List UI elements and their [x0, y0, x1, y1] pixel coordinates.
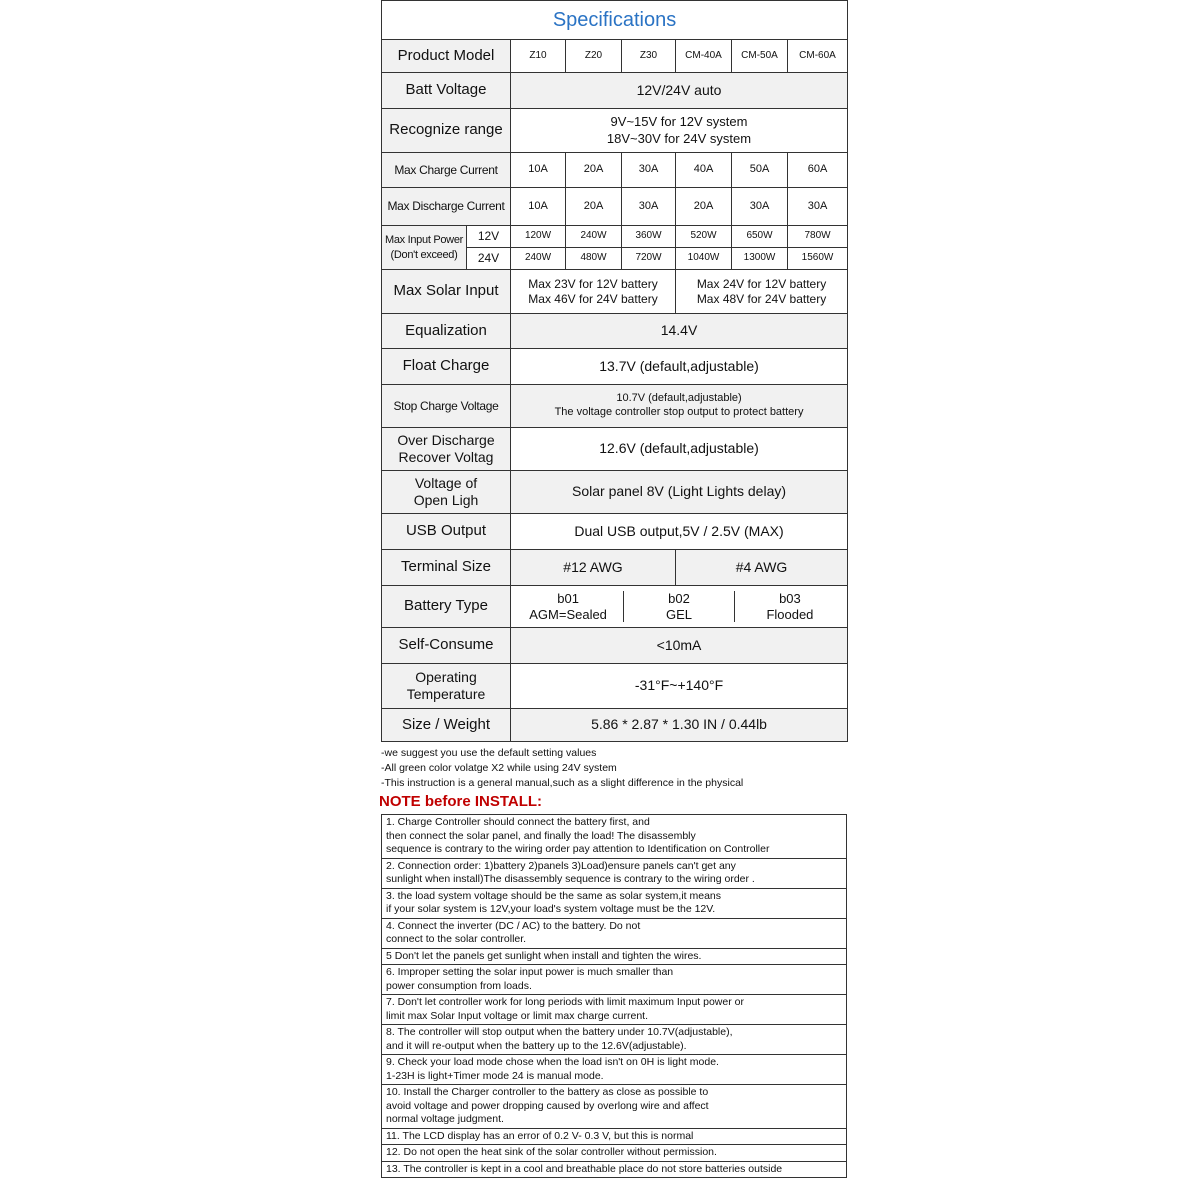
input-power-value: 1300W — [732, 248, 788, 270]
solar-input-24v: Max 46V for 24V battery — [528, 291, 658, 306]
row-max-solar-input — [382, 270, 848, 314]
install-note-row — [382, 995, 847, 1025]
equalization-label: Equalization — [382, 314, 511, 349]
max-discharge-current-label: Max Discharge Current — [382, 188, 511, 226]
model-name: CM-40A — [676, 40, 732, 73]
input-power-value: 480W — [566, 248, 622, 270]
row-float-charge — [382, 349, 848, 385]
install-note-row — [382, 1161, 847, 1178]
row-equalization — [382, 314, 848, 349]
install-note — [382, 1085, 847, 1129]
discharge-current-value: 20A — [566, 188, 622, 226]
input-power-value: 780W — [788, 226, 848, 248]
input-power-value: 1560W — [788, 248, 848, 270]
install-note-line: sunlight when install)The disassembly sequence is contrary to the wiring order . — [386, 873, 755, 885]
input-power-value: 120W — [511, 226, 566, 248]
row-max-input-power-12v — [382, 226, 848, 248]
over-discharge-label — [382, 428, 511, 471]
row-product-model — [382, 40, 848, 73]
install-note-line: power consumption from loads. — [386, 979, 532, 992]
over-discharge-value: 12.6V (default,adjustable) — [511, 428, 848, 471]
install-note-line: 11. The LCD display has an error of 0.2 V- 0.3 V, but this is normal — [386, 1129, 694, 1142]
install-note-row — [382, 1055, 847, 1085]
operating-temperature-label-line2: Temperature — [406, 686, 486, 702]
stop-charge-label: Stop Charge Voltage — [382, 385, 511, 428]
install-note-line: 9. Check your load mode chose when the load isn't on 0H is light mode. — [386, 1056, 719, 1068]
input-voltage-24v: 24V — [467, 248, 511, 270]
recognize-range-value — [511, 109, 848, 153]
install-note — [382, 1161, 847, 1178]
footnote: -All green color volatge X2 while using 24V system — [381, 762, 617, 774]
size-weight-label: Size / Weight — [382, 709, 511, 742]
operating-temperature-label-line1: Operating — [415, 668, 477, 685]
battery-type-table — [513, 591, 845, 622]
recognize-range-12v: 9V~15V for 12V system — [610, 114, 748, 130]
max-solar-input-label: Max Solar Input — [382, 270, 511, 314]
charge-current-value: 60A — [788, 153, 848, 188]
discharge-current-value: 30A — [788, 188, 848, 226]
battery-option-b01 — [513, 591, 624, 622]
max-input-power-title: Max Input Power — [384, 234, 464, 247]
charge-current-value: 10A — [511, 153, 566, 188]
discharge-current-value: 10A — [511, 188, 566, 226]
install-note — [382, 1025, 847, 1055]
operating-temperature-label — [382, 664, 511, 709]
row-max-charge-current — [382, 153, 848, 188]
install-note-line: 4. Connect the inverter (DC / AC) to the battery. Do not — [386, 919, 641, 932]
install-note-line: 13. The controller is kept in a cool and breathable place do not store batteries outside — [386, 1162, 783, 1175]
batt-voltage-value: 12V/24V auto — [511, 73, 848, 109]
input-power-value: 650W — [732, 226, 788, 248]
stop-charge-value — [511, 385, 848, 428]
row-self-consume — [382, 628, 848, 664]
install-note — [382, 858, 847, 888]
install-note-row — [382, 1145, 847, 1162]
model-name: CM-50A — [732, 40, 788, 73]
install-note-row — [382, 918, 847, 948]
install-note-row — [382, 965, 847, 995]
install-note-row — [382, 1128, 847, 1145]
battery-name: GEL — [666, 606, 693, 622]
float-charge-value: 13.7V (default,adjustable) — [511, 349, 848, 385]
charge-current-value: 30A — [622, 153, 676, 188]
specification-sheet — [381, 0, 847, 1178]
equalization-value: 14.4V — [511, 314, 848, 349]
recognize-range-24v: 18V~30V for 24V system — [606, 130, 752, 146]
model-name: Z20 — [566, 40, 622, 73]
install-note-line: 5 Don't let the panels get sunlight when install and tighten the wires. — [386, 949, 702, 962]
battery-option-b03 — [734, 591, 845, 622]
battery-code: b02 — [668, 590, 690, 606]
usb-output-label: USB Output — [382, 514, 511, 550]
input-power-value: 360W — [622, 226, 676, 248]
row-operating-temperature — [382, 664, 848, 709]
install-note-line: 8. The controller will stop output when the battery under 10.7V(adjustable), — [386, 1026, 733, 1038]
install-note — [382, 1145, 847, 1162]
install-note-row — [382, 948, 847, 965]
solar-input-12v: Max 23V for 12V battery — [528, 276, 658, 291]
solar-input-24v: Max 48V for 24V battery — [696, 291, 827, 306]
install-note-line: normal voltage judgment. — [386, 1113, 504, 1125]
install-note — [382, 1128, 847, 1145]
stop-charge-voltage: 10.7V (default,adjustable) — [616, 392, 742, 405]
input-power-value: 520W — [676, 226, 732, 248]
operating-temperature-value: -31°F~+140°F — [511, 664, 848, 709]
self-consume-value: <10mA — [511, 628, 848, 664]
open-light-label-line1: Voltage of — [414, 474, 478, 491]
install-note-line: 12. Do not open the heat sink of the solar controller without permission. — [386, 1146, 717, 1158]
solar-input-12v: Max 24V for 12V battery — [696, 276, 827, 291]
install-note-line: sequence is contrary to the wiring order pay attention to Identification on Controller — [386, 843, 770, 855]
spec-title: Specifications — [382, 1, 848, 40]
max-input-power-note: (Don't exceed) — [390, 248, 458, 261]
input-voltage-12v: 12V — [467, 226, 511, 248]
row-max-discharge-current — [382, 188, 848, 226]
install-note-line: then connect the solar panel, and finally the load! The disassembly — [386, 829, 696, 842]
row-stop-charge — [382, 385, 848, 428]
row-batt-voltage — [382, 73, 848, 109]
charge-current-value: 20A — [566, 153, 622, 188]
max-solar-input-pwm — [511, 270, 676, 314]
input-power-value: 240W — [566, 226, 622, 248]
open-light-value: Solar panel 8V (Light Lights delay) — [511, 471, 848, 514]
input-power-value: 720W — [622, 248, 676, 270]
install-note-row — [382, 1085, 847, 1129]
install-note — [382, 918, 847, 948]
batt-voltage-label: Batt Voltage — [382, 73, 511, 109]
charge-current-value: 40A — [676, 153, 732, 188]
battery-type-options — [511, 586, 848, 628]
recognize-range-label: Recognize range — [382, 109, 511, 153]
install-notes-table — [381, 814, 847, 1178]
install-note-line: if your solar system is 12V,your load's system voltage must be the 12V. — [386, 903, 716, 915]
model-name: Z10 — [511, 40, 566, 73]
footnote: -This instruction is a general manual,such as a slight difference in the physical — [381, 777, 744, 789]
install-note-row — [382, 858, 847, 888]
battery-type-label: Battery Type — [382, 586, 511, 628]
row-open-light — [382, 471, 848, 514]
install-note-line: and it will re-output when the battery up to the 12.6V(adjustable). — [386, 1039, 687, 1052]
terminal-size-cm: #4 AWG — [676, 550, 848, 586]
install-note-line: 1. Charge Controller should connect the battery first, and — [386, 816, 650, 828]
float-charge-label: Float Charge — [382, 349, 511, 385]
battery-code: b01 — [557, 590, 579, 606]
install-note-line: 10. Install the Charger controller to the battery as close as possible to — [386, 1086, 709, 1098]
row-terminal-size — [382, 550, 848, 586]
install-note-line: 1-23H is light+Timer mode 24 is manual mode. — [386, 1069, 604, 1082]
model-name: CM-60A — [788, 40, 848, 73]
install-note-line: avoid voltage and power dropping caused by overlong wire and affect — [386, 1099, 709, 1112]
install-note — [382, 948, 847, 965]
install-note-row — [382, 1025, 847, 1055]
discharge-current-value: 30A — [622, 188, 676, 226]
install-note-row — [382, 888, 847, 918]
note-heading: NOTE before INSTALL: — [379, 793, 543, 810]
footnotes — [381, 746, 847, 791]
install-note — [382, 995, 847, 1025]
install-note-line: 3. the load system voltage should be the same as solar system,it means — [386, 889, 722, 902]
terminal-size-pwm: #12 AWG — [511, 550, 676, 586]
max-charge-current-label: Max Charge Current — [382, 153, 511, 188]
row-usb-output — [382, 514, 848, 550]
install-note-line: limit max Solar Input voltage or limit max charge current. — [386, 1009, 649, 1022]
usb-output-value: Dual USB output,5V / 2.5V (MAX) — [511, 514, 848, 550]
over-discharge-label-line1: Over Discharge — [397, 431, 495, 448]
charge-current-value: 50A — [732, 153, 788, 188]
row-recognize-range — [382, 109, 848, 153]
footnote: -we suggest you use the default setting values — [381, 747, 597, 759]
battery-code: b03 — [779, 590, 801, 606]
max-solar-input-cm — [676, 270, 848, 314]
open-light-label — [382, 471, 511, 514]
input-power-value: 1040W — [676, 248, 732, 270]
install-note-line: 2. Connection order: 1)battery 2)panels 3)Load)ensure panels can't get any — [386, 859, 736, 872]
over-discharge-label-line2: Recover Voltag — [398, 449, 494, 465]
max-input-power-label — [382, 226, 467, 270]
row-size-weight — [382, 709, 848, 742]
self-consume-label: Self-Consume — [382, 628, 511, 664]
discharge-current-value: 30A — [732, 188, 788, 226]
discharge-current-value: 20A — [676, 188, 732, 226]
battery-name: Flooded — [766, 606, 814, 622]
install-note — [382, 965, 847, 995]
install-note — [382, 1055, 847, 1085]
row-over-discharge — [382, 428, 848, 471]
input-power-value: 240W — [511, 248, 566, 270]
spec-table — [381, 0, 848, 742]
install-note-row — [382, 815, 847, 859]
install-note-line: connect to the solar controller. — [386, 933, 527, 945]
install-note-line: 6. Improper setting the solar input power is much smaller than — [386, 966, 674, 978]
install-note-line: 7. Don't let controller work for long periods with limit maximum Input power or — [386, 996, 744, 1008]
install-note — [382, 815, 847, 859]
row-battery-type — [382, 586, 848, 628]
size-weight-value: 5.86 * 2.87 * 1.30 IN / 0.44lb — [511, 709, 848, 742]
terminal-size-label: Terminal Size — [382, 550, 511, 586]
battery-name: AGM=Sealed — [529, 606, 607, 622]
model-name: Z30 — [622, 40, 676, 73]
stop-charge-description: The voltage controller stop output to protect battery — [554, 406, 804, 418]
product-model-label: Product Model — [382, 40, 511, 73]
install-note — [382, 888, 847, 918]
battery-option-b02 — [624, 591, 735, 622]
open-light-label-line2: Open Ligh — [413, 492, 479, 508]
